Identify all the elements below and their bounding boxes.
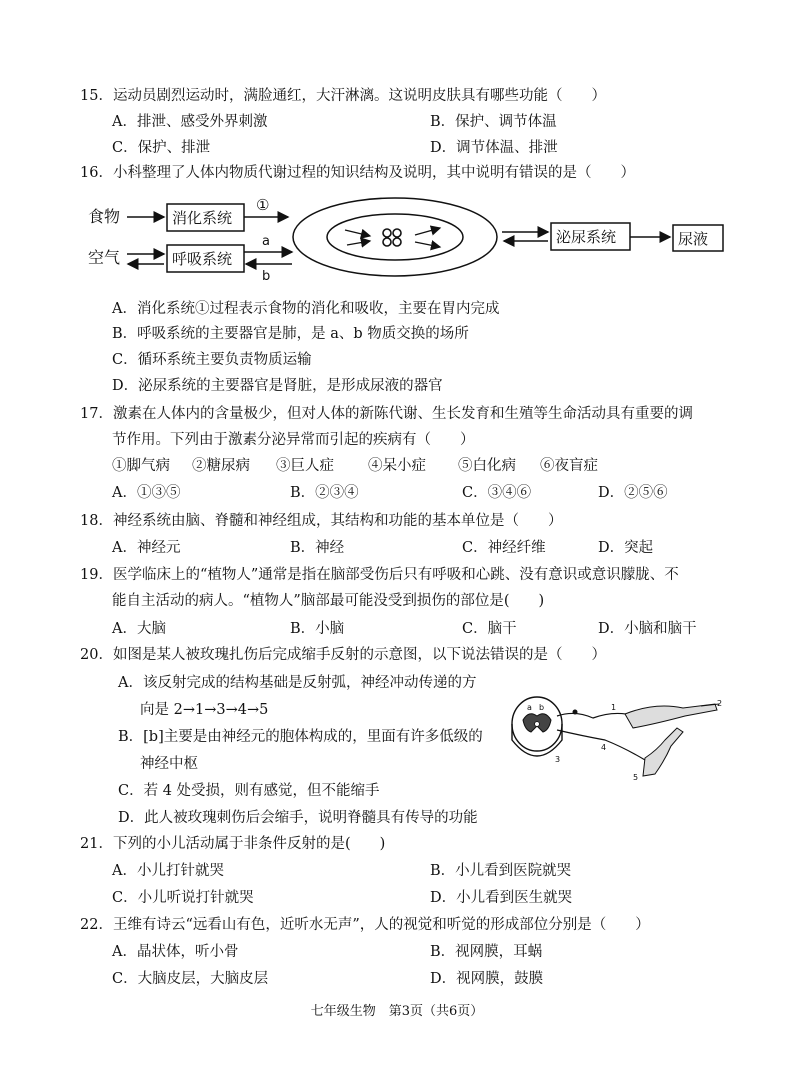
q18-option-a: A．神经元 xyxy=(112,540,181,556)
q17-item-6: ⑥夜盲症 xyxy=(540,458,598,474)
q22-option-c: C．大脑皮层，大脑皮层 xyxy=(112,971,269,987)
reflex-arc-figure xyxy=(505,680,725,790)
q16-option-b: B．呼吸系统的主要器官是肺，是 a、b 物质交换的场所 xyxy=(112,326,469,342)
q17-option-a: A．①③⑤ xyxy=(112,485,181,501)
fig-label-1: 1 xyxy=(611,703,617,712)
q17-option-b: B．②③④ xyxy=(290,485,359,501)
q17-item-5: ⑤白化病 xyxy=(458,458,516,474)
q20-option-b-line1: B．[b]主要是由神经元的胞体构成的，里面有许多低级的 xyxy=(118,729,483,745)
q21-option-d: D．小儿看到医生就哭 xyxy=(430,890,573,906)
question-20-stem: 20．如图是某人被玫瑰扎伤后完成缩手反射的示意图，以下说法错误的是（ ） xyxy=(80,647,606,663)
substance-b-label: b xyxy=(262,269,271,284)
metabolism-diagram xyxy=(0,190,794,290)
question-16-stem: 16．小科整理了人体内物质代谢过程的知识结构及说明，其中说明有错误的是（ ） xyxy=(80,165,635,181)
q17-option-d: D．②⑤⑥ xyxy=(598,485,668,501)
q21-option-a: A．小儿打针就哭 xyxy=(112,863,224,879)
q15-option-c: C．保护、排泄 xyxy=(112,140,211,156)
page-footer: 七年级生物 第3页（共6页） xyxy=(310,1004,484,1019)
question-17-stem-line1: 17．激素在人体内的含量极少，但对人体的新陈代谢、生长发育和生殖等生命活动具有重要的调 xyxy=(80,406,693,422)
q22-option-b: B．视网膜，耳蜗 xyxy=(430,944,543,960)
question-15-stem: 15．运动员剧烈运动时，满脸通红，大汗淋漓。这说明皮肤具有哪些功能（ ） xyxy=(80,88,606,104)
fig-label-4: 4 xyxy=(601,743,607,752)
air-label: 空气 xyxy=(88,248,121,267)
q17-item-3: ③巨人症 xyxy=(276,458,334,474)
q16-option-d: D．泌尿系统的主要器官是肾脏，是形成尿液的器官 xyxy=(112,378,443,394)
q18-option-b: B．神经 xyxy=(290,540,345,556)
q21-option-c: C．小儿听说打针就哭 xyxy=(112,890,254,906)
q19-option-b: B．小脑 xyxy=(290,621,345,637)
question-19-stem-line2: 能自主活动的病人。“植物人”脑部最可能没受到损伤的部位是( ) xyxy=(112,593,545,609)
q15-option-b: B．保护、调节体温 xyxy=(430,114,557,130)
q17-item-1: ①脚气病 xyxy=(112,458,170,474)
respiratory-system-label: 呼吸系统 xyxy=(172,250,233,268)
q19-option-a: A．大脑 xyxy=(112,621,166,637)
q16-option-a: A．消化系统①过程表示食物的消化和吸收，主要在胃内完成 xyxy=(112,301,500,317)
step-1-label: ① xyxy=(256,196,270,214)
q17-option-c: C．③④⑥ xyxy=(462,485,532,501)
q19-option-c: C．脑干 xyxy=(462,621,517,637)
substance-a-label: a xyxy=(262,234,270,249)
q17-item-2: ②糖尿病 xyxy=(192,458,250,474)
question-18-stem: 18．神经系统由脑、脊髓和神经组成，其结构和功能的基本单位是（ ） xyxy=(80,513,563,529)
fig-label-5: 5 xyxy=(633,773,639,782)
question-17-stem-line2: 节作用。下列由于激素分泌异常而引起的疾病有（ ） xyxy=(112,432,475,448)
q15-option-d: D．调节体温、排泄 xyxy=(430,140,558,156)
fig-label-a: a xyxy=(527,703,532,712)
q18-option-d: D．突起 xyxy=(598,540,654,556)
q20-option-d: D．此人被玫瑰刺伤后会缩手，说明脊髓具有传导的功能 xyxy=(118,810,478,826)
question-22-stem: 22．王维有诗云“远看山有色，近听水无声”，人的视觉和听觉的形成部位分别是（ ） xyxy=(80,917,650,933)
digestive-system-label: 消化系统 xyxy=(172,209,233,227)
q16-option-c: C．循环系统主要负责物质运输 xyxy=(112,352,312,368)
question-19-stem-line1: 19．医学临床上的“植物人”通常是指在脑部受伤后只有呼吸和心跳、没有意识或意识朦胧、不 xyxy=(80,567,679,583)
food-label: 食物 xyxy=(88,207,121,226)
q19-option-d: D．小脑和脑干 xyxy=(598,621,697,637)
q18-option-c: C．神经纤维 xyxy=(462,540,546,556)
q20-option-c: C．若 4 处受损，则有感觉，但不能缩手 xyxy=(118,783,380,799)
fig-label-b: b xyxy=(539,703,545,712)
q22-option-a: A．晶状体，听小骨 xyxy=(112,944,239,960)
urine-label: 尿液 xyxy=(678,230,709,248)
q22-option-d: D．视网膜，鼓膜 xyxy=(430,971,544,987)
q21-option-b: B．小儿看到医院就哭 xyxy=(430,863,572,879)
fig-label-2: 2 xyxy=(717,699,723,708)
question-21-stem: 21．下列的小儿活动属于非条件反射的是( ) xyxy=(80,836,386,852)
fig-label-3: 3 xyxy=(555,755,561,764)
q20-option-a-line2: 向是 2→1→3→4→5 xyxy=(140,702,269,718)
urinary-system-label: 泌尿系统 xyxy=(556,228,617,246)
cells-icon xyxy=(383,229,401,246)
q17-item-4: ④呆小症 xyxy=(368,458,426,474)
q20-option-a-line1: A．该反射完成的结构基础是反射弧，神经冲动传递的方 xyxy=(118,675,477,691)
q15-option-a: A．排泄、感受外界刺激 xyxy=(112,114,268,130)
q20-option-b-line2: 神经中枢 xyxy=(140,756,198,772)
